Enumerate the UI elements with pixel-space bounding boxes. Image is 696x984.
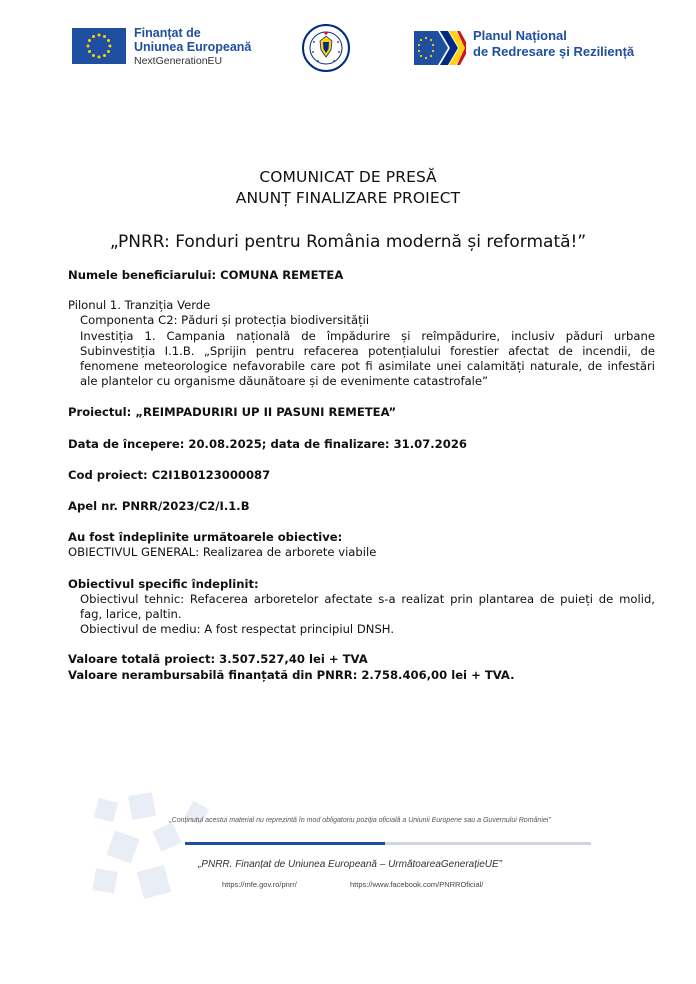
romanian-government-seal-icon [302,24,350,72]
eu-star-icon [98,34,101,37]
title-line2: ANUNȚ FINALIZARE PROIECT [235,189,461,207]
environment-objective: Obiectivul de mediu: A fost respectat principiul DNSH. [80,622,394,637]
eu-star-icon [92,35,95,38]
eu-star-icon [107,50,110,53]
press-release-body [68,268,655,683]
total-value: Valoare totală proiect: 3.507.527,40 lei + TVA [68,652,368,667]
pnrr-text-line1: Planul Național [473,28,567,43]
footer-watermark-icon [90,790,230,910]
eu-funding-text [134,26,284,68]
eu-star-icon [107,39,110,42]
footer-disclaimer: „Conținutul acestui material nu reprezintă în mod obligatoriu poziția oficială a Uniunii Europene sau a Guvernului României” [169,817,551,824]
pilon: Pilonul 1. Tranziția Verde [68,298,211,313]
eu-star-icon [92,54,95,57]
eu-star-icon [103,35,106,38]
footer-divider [185,842,591,845]
footer-link-mfe[interactable]: https://mfe.gov.ro/pnrr/ [222,880,297,889]
eu-star-icon [103,54,106,57]
eu-flag-icon [72,28,126,64]
project-code: Cod proiect: C2I1B0123000087 [68,467,271,482]
beneficiary-label: Numele beneficiarului: [68,268,221,282]
project-label: Proiectul: [68,405,136,420]
eu-star-icon [98,56,101,59]
beneficiary [68,268,655,283]
pnrr-logo-icon [414,31,466,65]
eu-star-icon [88,50,91,53]
footer-link-facebook[interactable]: https://www.facebook.com/PNRROficial/ [350,880,484,889]
eu-star-icon [87,45,90,48]
beneficiary-value: COMUNA REMETEA [220,268,344,282]
project [68,405,655,420]
general-objective: OBIECTIVUL GENERAL: Realizarea de arborete viabile [68,545,377,560]
project-dates: Data de începere: 20.08.2025; data de finalizare: 31.07.2026 [68,436,467,451]
title-line1: COMUNICAT DE PRESĂ [259,168,437,186]
project-value: „REIMPADURIRI UP II PASUNI REMETEA” [135,405,397,420]
eu-star-icon [109,45,112,48]
investment: Investiția 1. Campania națională de împădurire și reîmpădurire, inclusiv păduri urbane Subinvestiția I.1.B. „Sprijin pentru refacerea potențialului forestier afectat de incendii, de fenomene meteorologice nefavorabile care pot fi asimilate unei calamități naturale, de infestări ale plantelor cu organisme dăunătoare și de evenimente catastrofale” [80,328,655,389]
footer-main-text: „PNRR. Finanțat de Uniunea Europeană – UrmătoareaGenerațieUE” [197,859,503,870]
eu-text-line1: Finanțat de [134,26,201,40]
header-logos [0,18,696,88]
specific-objective-heading: Obiectivul specific îndeplinit: [68,576,259,591]
pnrr-text [473,28,683,60]
nonrefundable-value: Valoare nerambursabilă finanțată din PNRR: 2.758.406,00 lei + TVA. [68,667,515,682]
pnrr-text-line2: de Redresare și Reziliență [473,44,635,59]
technical-objective: Obiectivul tehnic: Refacerea arboretelor afectate s-a realizat prin plantarea de puieți de molid, fag, larice, paltin. [80,591,655,622]
subtitle: „PNRR: Fonduri pentru România modernă și reformată!” [109,232,587,252]
eu-star-icon [88,39,91,42]
call-number: Apel nr. PNRR/2023/C2/I.1.B [68,499,250,514]
eu-text-line2: Uniunea Europeană [134,40,252,54]
component: Componenta C2: Păduri și protecția biodiversității [80,313,370,328]
eu-text-line3: NextGenerationEU [134,55,223,67]
objectives-heading: Au fost îndeplinite următoarele obiective: [68,530,343,545]
